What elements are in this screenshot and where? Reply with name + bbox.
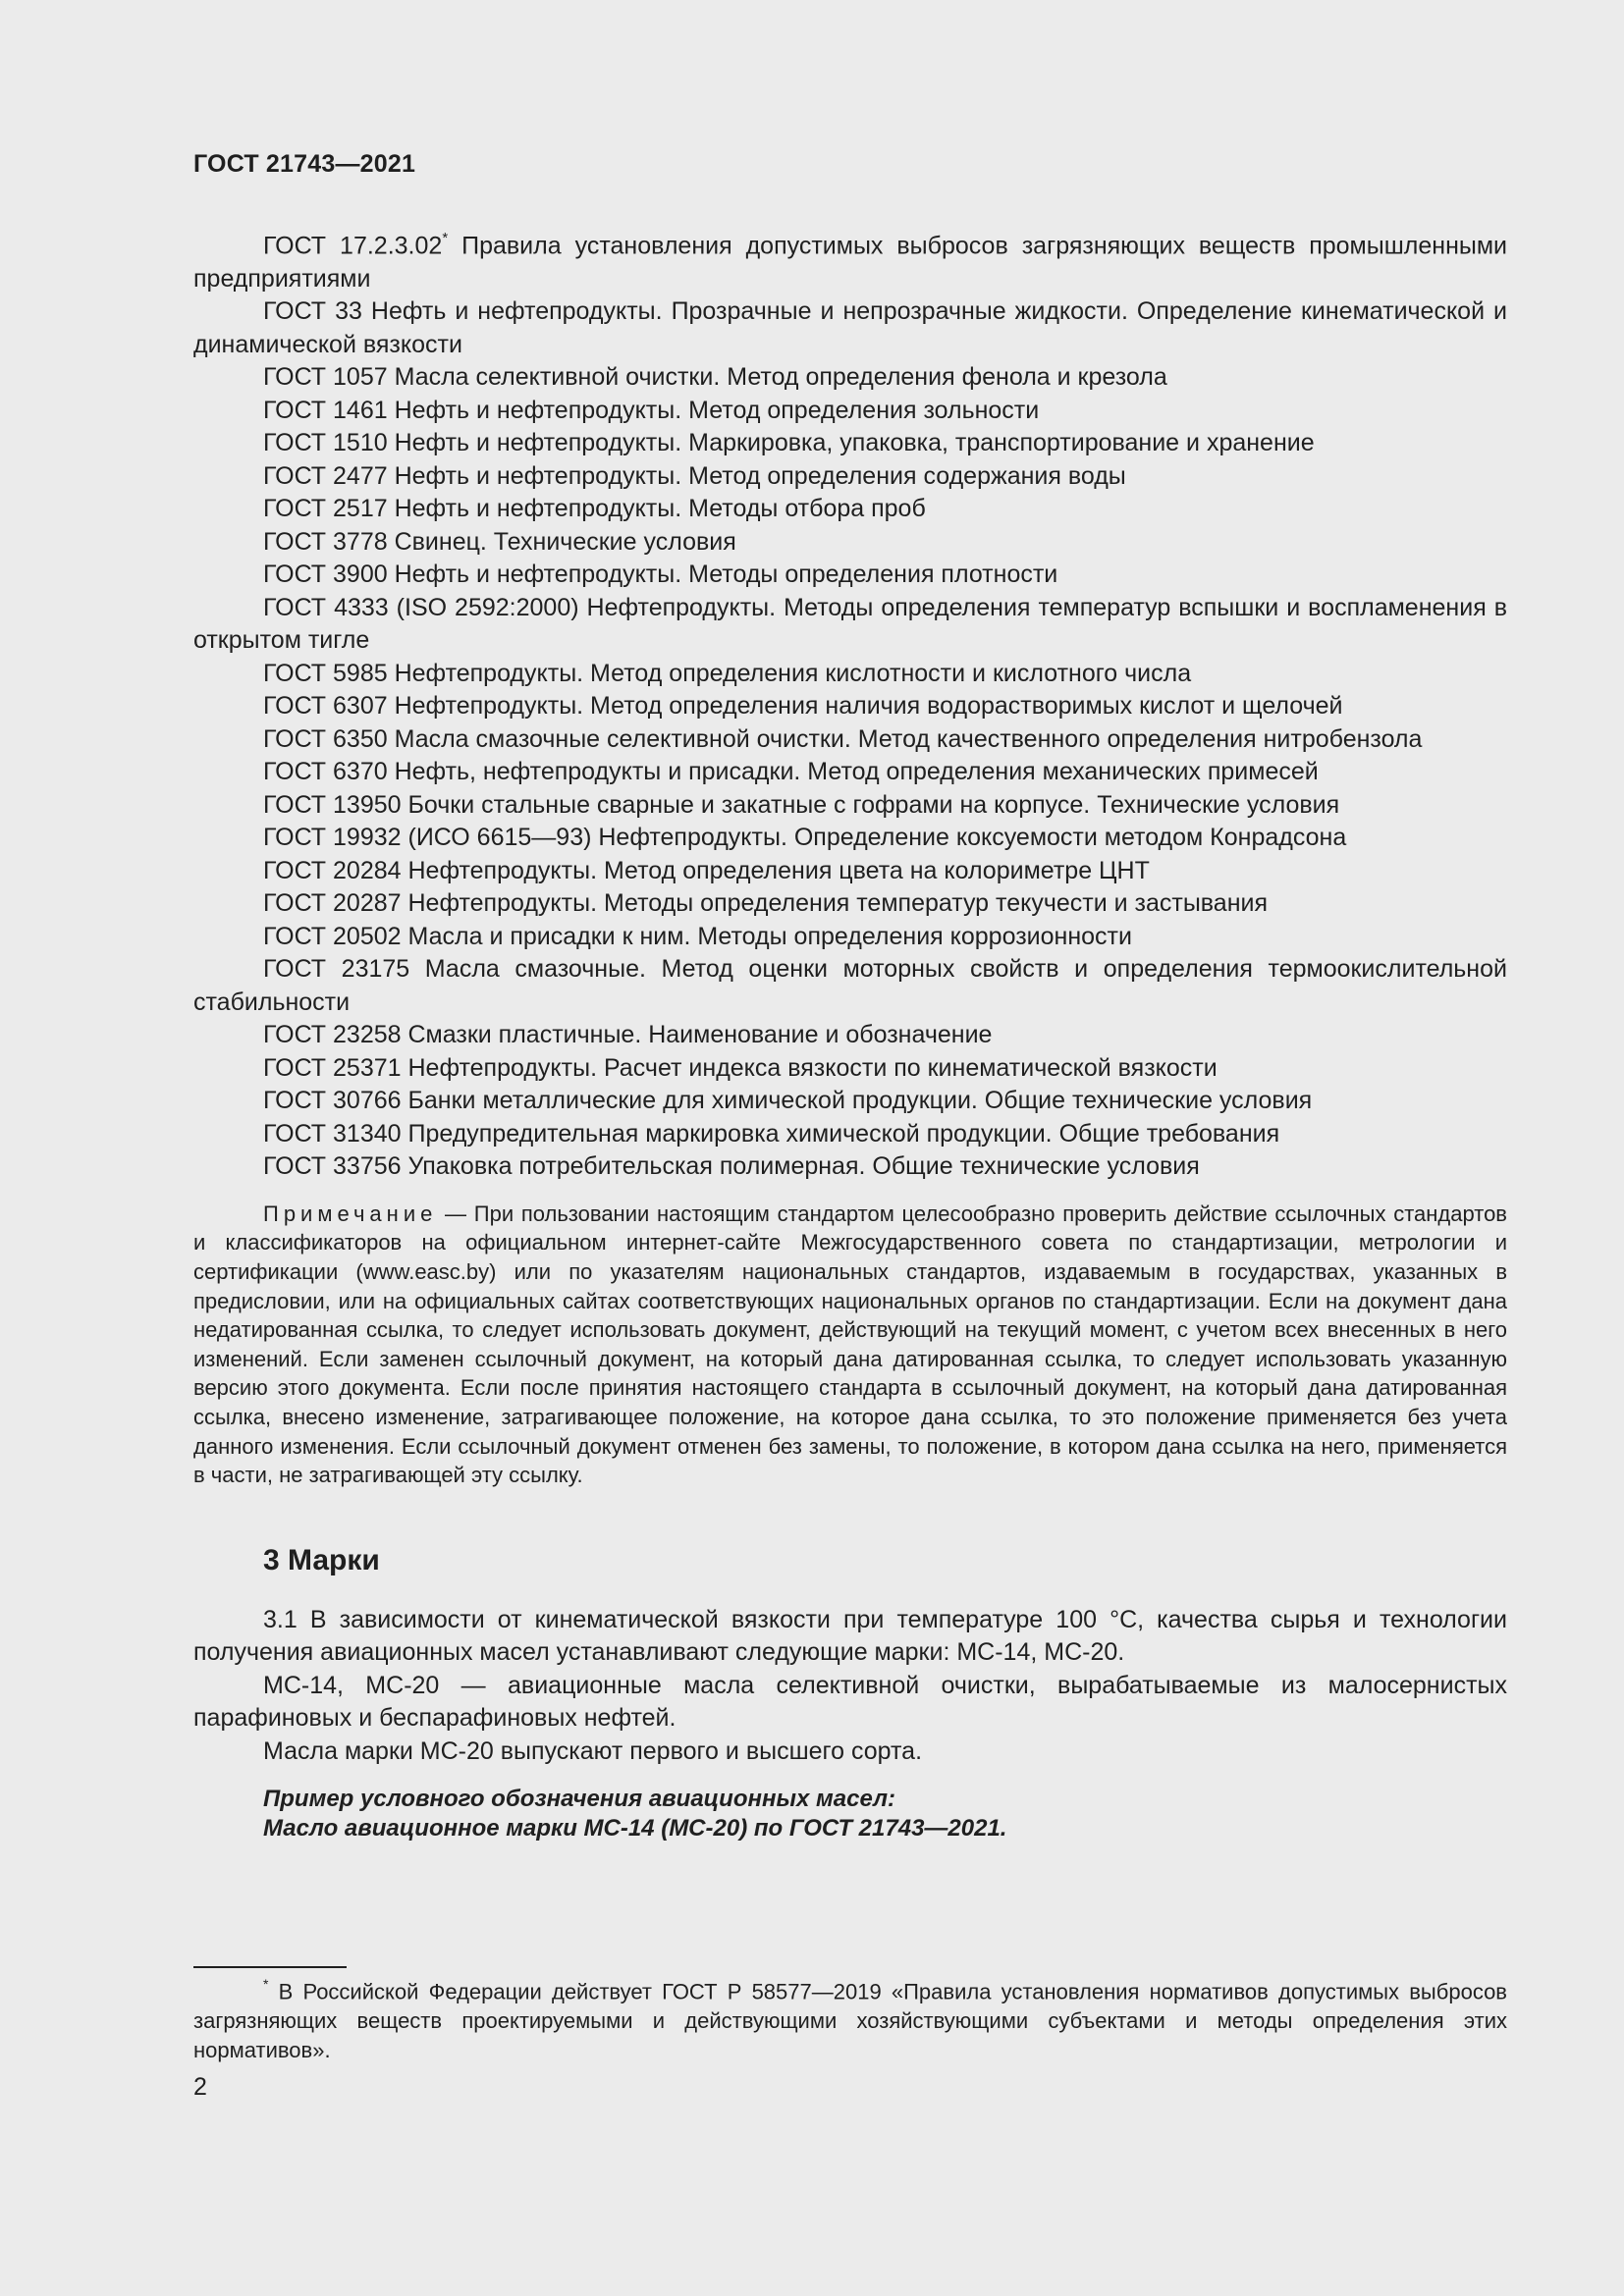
- reference-item: [193, 953, 1507, 1019]
- reference-item: [193, 789, 1507, 823]
- reference-item: [193, 460, 1507, 494]
- example-title: Пример условного обозначения авиационных масел:: [263, 1786, 896, 1813]
- reference-code: ГОСТ 2477: [263, 461, 388, 490]
- document-body: [193, 224, 1507, 1843]
- reference-title: Нефтепродукты. Метод определения цвета на колориметре ЦНТ: [401, 856, 1150, 884]
- reference-code: ГОСТ 2517: [263, 495, 388, 523]
- reference-title: Нефть и нефтепродукты. Маркировка, упаковка, транспортирование и хранение: [387, 429, 1315, 457]
- reference-item: [193, 1085, 1507, 1118]
- reference-item: [193, 427, 1507, 460]
- note-label: Примечание: [263, 1201, 438, 1226]
- reference-item: [193, 361, 1507, 395]
- example-text: Масло авиационное марки МС-14 (МС-20) по ГОСТ 21743—2021.: [263, 1815, 1007, 1842]
- section-paragraph: Масла марки МС-20 выпускают первого и высшего сорта.: [263, 1736, 923, 1765]
- reference-code: ГОСТ 33756: [263, 1152, 402, 1181]
- footnote-marker: *: [442, 230, 449, 246]
- footnote-text: В Российской Федерации действует ГОСТ Р 58577—2019 «Правила установления нормативов допустимых выбросов загрязняющих веществ проектируемыми и действующими хозяйствующими субъектами и методы определения этих нормативов».: [193, 1979, 1507, 2062]
- reference-item: [193, 1052, 1507, 1086]
- reference-code: ГОСТ 6350: [263, 724, 388, 753]
- reference-title: Смазки пластичные. Наименование и обозначение: [401, 1021, 993, 1049]
- reference-title: Свинец. Технические условия: [387, 527, 736, 556]
- reference-item: [193, 723, 1507, 757]
- reference-item: [193, 526, 1507, 560]
- reference-item: [193, 855, 1507, 888]
- reference-code: ГОСТ 23175: [263, 955, 410, 984]
- reference-code: ГОСТ 1057: [263, 363, 388, 392]
- reference-item: [193, 921, 1507, 954]
- reference-code: ГОСТ 1510: [263, 429, 388, 457]
- reference-title: Бочки стальные сварные и закатные с гофрами на корпусе. Технические условия: [401, 790, 1340, 819]
- reference-item: [193, 887, 1507, 921]
- reference-item: [193, 224, 1507, 295]
- reference-item: [193, 1118, 1507, 1151]
- reference-title: Упаковка потребительская полимерная. Общие технические условия: [401, 1152, 1200, 1181]
- footnote-marker: *: [263, 1976, 269, 1992]
- reference-code: ГОСТ 31340: [263, 1119, 402, 1148]
- section-paragraph: МС-14, МС-20 — авиационные масла селективной очистки, вырабатываемые из малосернистых парафиновых и беспарафиновых нефтей.: [193, 1671, 1507, 1733]
- reference-title: Масла селективной очистки. Метод определения фенола и крезола: [387, 363, 1167, 392]
- reference-title: Нефть и нефтепродукты. Прозрачные и непрозрачные жидкости. Определение кинематической и динамической вязкости: [193, 297, 1508, 358]
- reference-title: Масла и присадки к ним. Методы определения коррозионности: [401, 922, 1132, 950]
- reference-item: [193, 295, 1507, 361]
- section-heading: 3 Марки: [263, 1543, 380, 1576]
- reference-title: Масла смазочные селективной очистки. Метод качественного определения нитробензола: [387, 724, 1423, 753]
- reference-item: [193, 592, 1507, 658]
- reference-code: ГОСТ 13950: [263, 790, 402, 819]
- reference-code: ГОСТ 17.2.3.02: [263, 232, 443, 260]
- designation-example: [263, 1785, 1507, 1843]
- reference-code: ГОСТ 30766: [263, 1087, 402, 1115]
- reference-code: ГОСТ 5985: [263, 659, 388, 687]
- reference-item: [193, 493, 1507, 526]
- reference-item: [193, 822, 1507, 855]
- footnote: [193, 1972, 1507, 2064]
- reference-code: ГОСТ 33: [263, 297, 362, 326]
- reference-title: Предупредительная маркировка химической продукции. Общие требования: [401, 1119, 1280, 1148]
- reference-title: Банки металлические для химической продукции. Общие технические условия: [401, 1087, 1313, 1115]
- reference-code: ГОСТ 23258: [263, 1021, 402, 1049]
- reference-code: ГОСТ 20284: [263, 856, 402, 884]
- reference-title: Нефтепродукты. Методы определения температур текучести и застывания: [401, 889, 1269, 918]
- reference-title: Масла смазочные. Метод оценки моторных свойств и определения термоокислительной стабильности: [193, 955, 1507, 1016]
- reference-title: (ИСО 6615—93) Нефтепродукты. Определение коксуемости методом Конрадсона: [401, 824, 1347, 852]
- reference-item: [193, 756, 1507, 789]
- reference-code: ГОСТ 6307: [263, 692, 388, 721]
- reference-title: Нефть, нефтепродукты и присадки. Метод определения механических примесей: [387, 758, 1319, 786]
- reference-code: ГОСТ 20502: [263, 922, 402, 950]
- reference-code: ГОСТ 6370: [263, 758, 388, 786]
- reference-code: ГОСТ 25371: [263, 1053, 402, 1082]
- reference-title: (ISO 2592:2000) Нефтепродукты. Методы определения температур вспышки и воспламенения в открытом тигле: [193, 593, 1507, 655]
- reference-title: Нефтепродукты. Расчет индекса вязкости по кинематической вязкости: [401, 1053, 1218, 1082]
- reference-title: Нефтепродукты. Метод определения кислотности и кислотного числа: [387, 659, 1192, 687]
- reference-title: Правила установления допустимых выбросов загрязняющих веществ промышленными предприятиями: [193, 232, 1507, 293]
- reference-item: [193, 658, 1507, 691]
- reference-title: Нефть и нефтепродукты. Метод определения зольности: [387, 396, 1040, 424]
- reference-code: ГОСТ 4333: [263, 593, 389, 621]
- document-header: ГОСТ 21743—2021: [193, 150, 416, 178]
- note-paragraph: [193, 1200, 1507, 1490]
- reference-code: ГОСТ 3778: [263, 527, 388, 556]
- reference-title: Нефть и нефтепродукты. Метод определения содержания воды: [387, 461, 1126, 490]
- reference-item: [193, 1150, 1507, 1184]
- reference-code: ГОСТ 20287: [263, 889, 402, 918]
- section-paragraph: 3.1 В зависимости от кинематической вязкости при температуре 100 °C, качества сырья и технологии получения авиационных масел устанавливают следующие марки: МС-14, МС-20.: [193, 1605, 1507, 1667]
- normative-references-list: [193, 224, 1507, 1184]
- reference-title: Нефть и нефтепродукты. Методы определения плотности: [387, 561, 1058, 589]
- reference-title: Нефть и нефтепродукты. Методы отбора проб: [387, 495, 926, 523]
- reference-code: ГОСТ 3900: [263, 561, 388, 589]
- reference-item: [193, 690, 1507, 723]
- note-text: — При пользовании настоящим стандартом целесообразно проверить действие ссылочных стандартов и классификаторов на официальном интернет-сайте Межгосударственного совета по стандартизации, метрологии и сертификации (www.easc.by) или по указателям национальных стандартов, издаваемым в государствах, указанных в предисловии, или на официальных сайтах соответствующих национальных органов по стандартизации. Если на документ дана недатированная ссылка, то следует использовать документ, действующий на текущий момент, с учетом всех внесенных в него изменений. Если заменен ссылочный документ, на который дана датированная ссылка, то следует использовать указанную версию этого документа. Если после принятия настоящего стандарта в ссылочный документ, на который дана датированная ссылка, внесено изменение, затрагивающее положение, на которое дана ссылка, то это положение применяется без учета данного изменения. Если ссылочный документ отменен без замены, то положение, в котором дана ссылка на него, применяется в части, не затрагивающей эту ссылку.: [193, 1201, 1507, 1488]
- reference-code: ГОСТ 19932: [263, 824, 402, 852]
- reference-item: [193, 1019, 1507, 1052]
- reference-title: Нефтепродукты. Метод определения наличия водорастворимых кислот и щелочей: [387, 692, 1343, 721]
- reference-code: ГОСТ 1461: [263, 396, 388, 424]
- page-number: 2: [193, 2073, 207, 2101]
- reference-item: [193, 559, 1507, 592]
- reference-item: [193, 395, 1507, 428]
- footnote-divider: [193, 1966, 347, 1968]
